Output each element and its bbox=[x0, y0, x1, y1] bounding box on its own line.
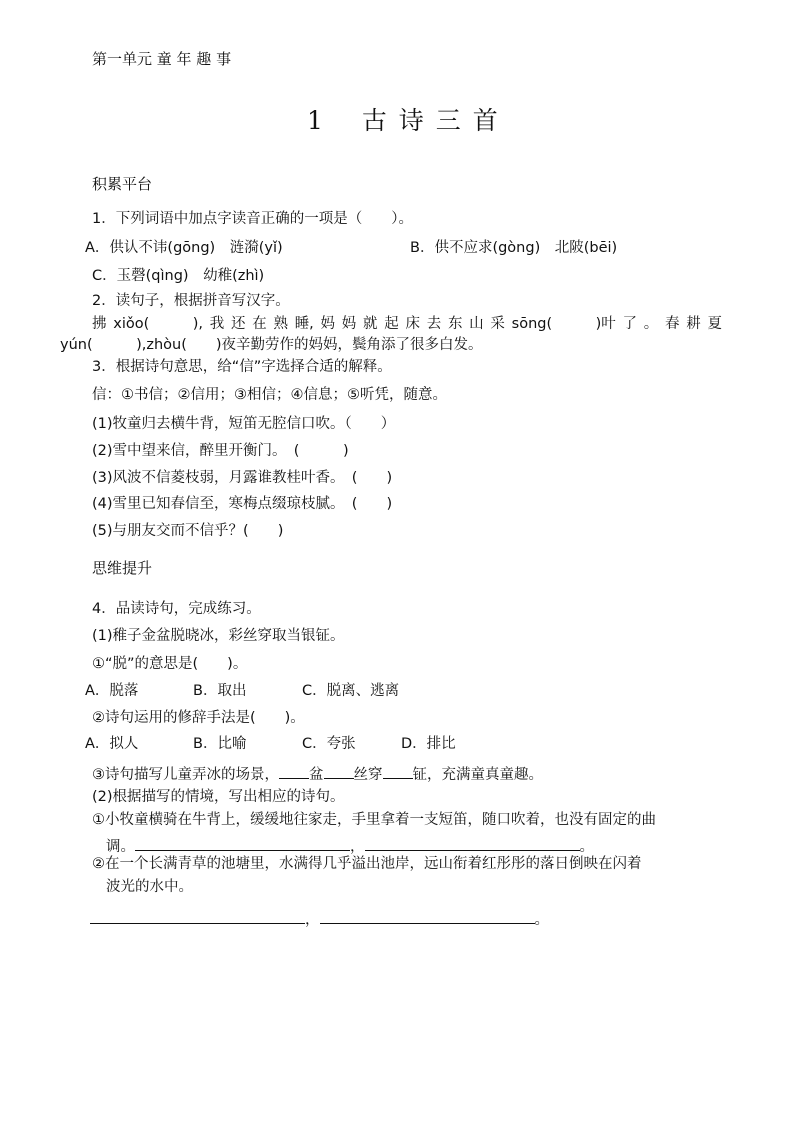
q2-passage-line1: 拂 xiǒo( ), 我 还 在 熟 睡, 妈 妈 就 起 床 去 东 山 采 sōng( )叶 了 。 春 耕 夏 bbox=[92, 316, 722, 332]
answer-line-4[interactable] bbox=[320, 909, 535, 924]
q4-sub-2-option-a: A．拟人 bbox=[85, 736, 139, 752]
q3-options: 信：①书信；②信用；③相信；④信息；⑤听凭，随意。 bbox=[92, 387, 447, 403]
q1-option-a: A．供认不讳(gōng) 涟漪(yǐ) bbox=[85, 240, 283, 256]
q4-part-2: (2)根据描写的情境，写出相应的诗句。 bbox=[92, 789, 345, 805]
q2-stem: 2．读句子，根据拼音写汉字。 bbox=[92, 293, 290, 309]
q1-option-c: C．玉磬(qìng) 幼稚(zhì) bbox=[92, 268, 265, 284]
q3-item-5: (5)与朋友交而不信乎？( ) bbox=[92, 523, 284, 539]
lesson-title: 1 古 诗 三 首 bbox=[307, 106, 500, 135]
answer-line-3[interactable] bbox=[90, 909, 305, 924]
fill-blank-1[interactable] bbox=[279, 764, 309, 779]
q4-sub-1-option-c: C．脱离、逃离 bbox=[302, 683, 400, 699]
q4-sub-3: ③诗句描写儿童弄冰的场景， 盆 丝穿 钲，充满童真童趣。 bbox=[92, 764, 543, 784]
q3-item-3: (3)风波不信菱枝弱，月露谁教桂叶香。 ( ) bbox=[92, 470, 393, 486]
q3-item-1: (1)牧童归去横牛背，短笛无腔信口吹。（ ） bbox=[92, 416, 396, 432]
q4-scene-1-line2: 调。 ， 。 bbox=[106, 836, 594, 856]
q4-scene-2-answer: ， 。 bbox=[90, 909, 549, 929]
answer-line-1[interactable] bbox=[135, 836, 350, 851]
q4-sub-1-option-b: B．取出 bbox=[193, 683, 247, 699]
q2-passage-line2: yún( ),zhòu( )夜辛勤劳作的妈妈，鬓角添了很多白发。 bbox=[60, 337, 483, 353]
answer-line-2[interactable] bbox=[365, 836, 580, 851]
q3-stem: 3．根据诗句意思，给“信”字选择合适的解释。 bbox=[92, 359, 392, 375]
q4-sub-2-option-d: D．排比 bbox=[401, 736, 456, 752]
q3-item-2: (2)雪中望来信，醉里开衡门。 ( ) bbox=[92, 443, 349, 459]
q4-sub-2-option-c: C．夸张 bbox=[302, 736, 356, 752]
unit-title: 第一单元 童 年 趣 事 bbox=[92, 50, 232, 68]
section-accumulation: 积累平台 bbox=[92, 175, 153, 193]
q4-poem-1: (1)稚子金盆脱晓冰，彩丝穿取当银钲。 bbox=[92, 628, 345, 644]
q4-sub-1-option-a: A．脱落 bbox=[85, 683, 139, 699]
q4-scene-2-line2: 波光的水中。 bbox=[106, 879, 193, 895]
q1-option-b: B．供不应求(gòng) 北陂(bēi) bbox=[410, 240, 618, 256]
q4-sub-1: ①“脱”的意思是( )。 bbox=[92, 656, 248, 672]
q3-item-4: (4)雪里已知春信至，寒梅点缀琼枝腻。 ( ) bbox=[92, 496, 393, 512]
q4-sub-2: ②诗句运用的修辞手法是( )。 bbox=[92, 710, 305, 726]
q4-sub-2-option-b: B．比喻 bbox=[193, 736, 247, 752]
q4-stem: 4．品读诗句，完成练习。 bbox=[92, 601, 261, 617]
q4-scene-1-line1: ①小牧童横骑在牛背上，缓缓地往家走，手里拿着一支短笛，随口吹着，也没有固定的曲 bbox=[92, 812, 656, 828]
section-thinking: 思维提升 bbox=[92, 559, 153, 577]
fill-blank-3[interactable] bbox=[383, 764, 413, 779]
fill-blank-2[interactable] bbox=[324, 764, 354, 779]
q4-scene-2-line1: ②在一个长满青草的池塘里，水满得几乎溢出池岸，远山衔着红彤彤的落日倒映在闪着 bbox=[92, 856, 642, 872]
q1-stem: 1．下列词语中加点字读音正确的一项是（ ）。 bbox=[92, 211, 413, 227]
